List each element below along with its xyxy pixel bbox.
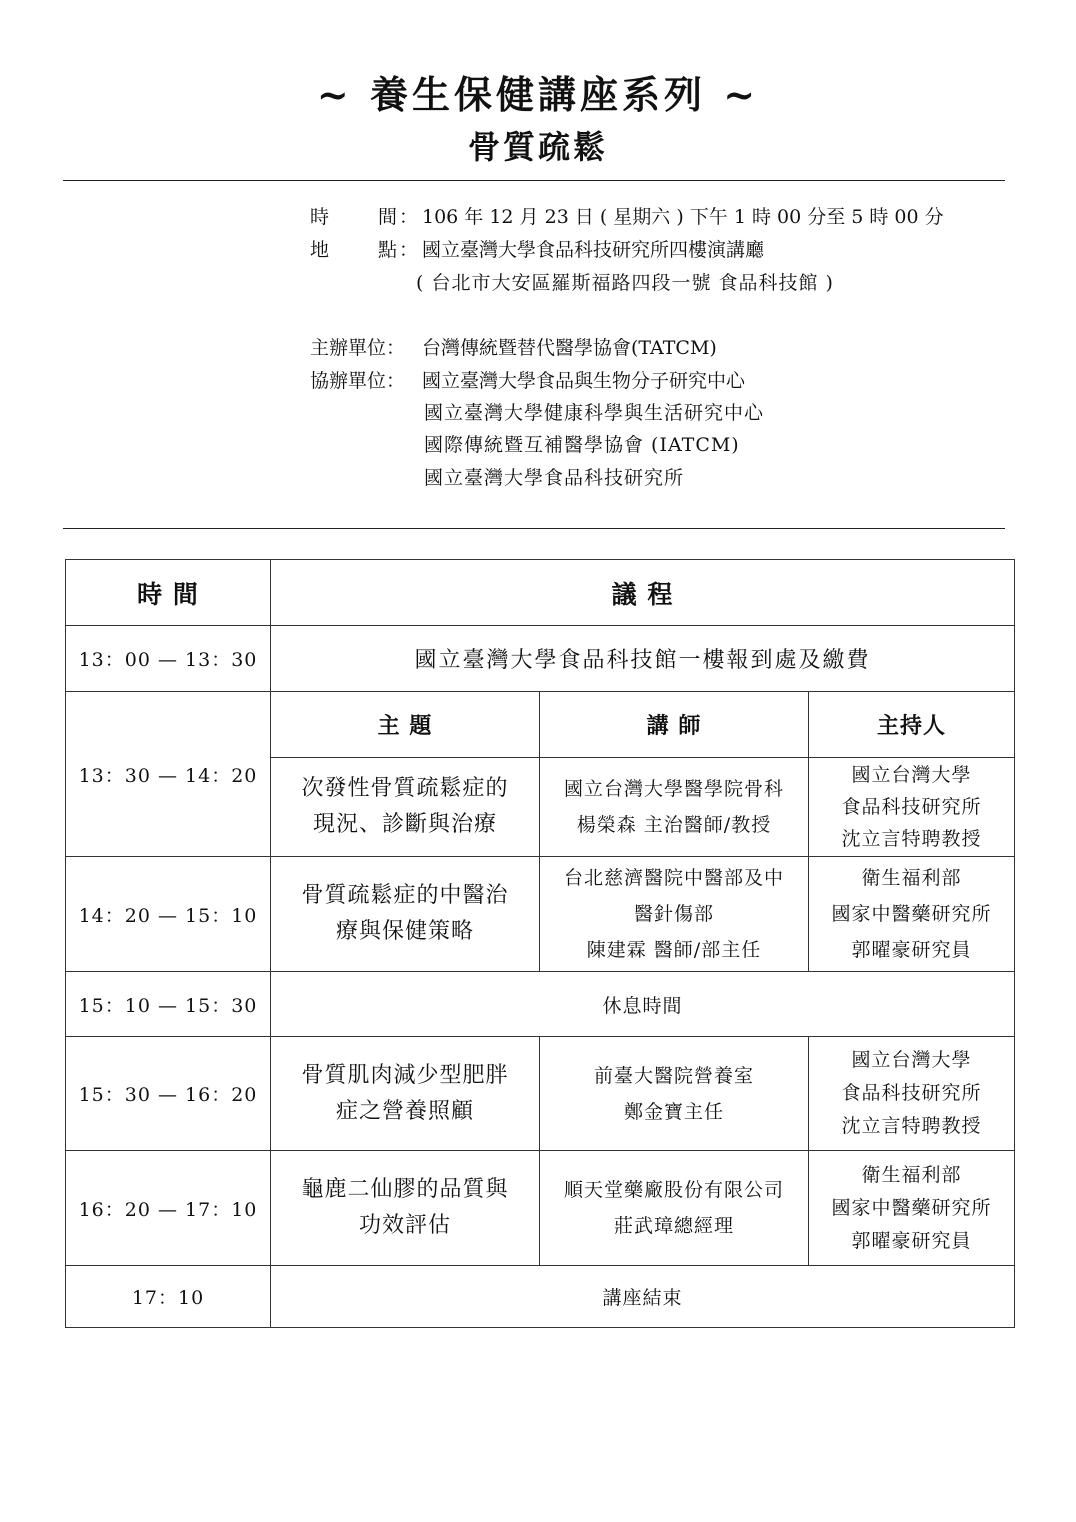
info-place-address: ( 台北市大安區羅斯福路四段一號 食品科技館 ) <box>416 272 834 294</box>
co-organizer-item: 國立臺灣大學食品科技研究所 <box>424 467 685 489</box>
row-host: 國立台灣大學 食品科技研究所 沈立言特聘教授 <box>809 758 1015 857</box>
info-time-label: 時 間： <box>310 206 421 228</box>
table-row <box>66 857 1015 972</box>
bottom-divider <box>63 528 1005 529</box>
subheader-host: 主持人 <box>809 692 1015 758</box>
row-agenda-merged: 國立臺灣大學食品科技館一樓報到處及繳費 <box>271 626 1015 692</box>
info-organizer-label: 主辦單位： <box>310 337 406 359</box>
row-time: 17：10 <box>66 1266 271 1328</box>
table-row <box>66 1151 1015 1266</box>
header-agenda: 議 程 <box>271 560 1015 626</box>
header-time: 時 間 <box>66 560 271 626</box>
info-place-value: 國立臺灣大學食品科技研究所四樓演講廳 <box>422 239 765 261</box>
row-host: 衛生福利部 國家中醫藥研究所 郭曜豪研究員 <box>809 1151 1015 1266</box>
row-topic: 骨質肌肉減少型肥胖 症之營養照顧 <box>271 1037 540 1151</box>
row-speaker: 台北慈濟醫院中醫部及中 醫針傷部 陳建霖 醫師/部主任 <box>540 857 809 972</box>
info-organizer-value: 台灣傳統暨替代醫學協會(TATCM) <box>422 337 717 359</box>
row-speaker: 順天堂藥廠股份有限公司 莊武璋總經理 <box>540 1151 809 1266</box>
row-time: 16：20 — 17：10 <box>66 1151 271 1266</box>
info-place-label: 地 點： <box>310 239 421 261</box>
row-topic: 龜鹿二仙膠的品質與 功效評估 <box>271 1151 540 1266</box>
row-agenda-merged: 休息時間 <box>271 972 1015 1037</box>
row-time: 15：10 — 15：30 <box>66 972 271 1037</box>
agenda-table <box>65 559 1015 1328</box>
info-co-organizer-label: 協辦單位： <box>310 370 406 392</box>
row-speaker: 前臺大醫院營養室 鄭金寶主任 <box>540 1037 809 1151</box>
page-subtitle: 骨質疏鬆 <box>467 128 608 166</box>
co-organizer-item: 國立臺灣大學食品與生物分子研究中心 <box>422 370 746 392</box>
row-speaker: 國立台灣大學醫學院骨科 楊榮森 主治醫師/教授 <box>540 758 809 857</box>
info-time-value: 106 年 12 月 23 日 ( 星期六 ) 下午 1 時 00 分至 5 時 00 分 <box>422 206 944 228</box>
table-row <box>66 1037 1015 1151</box>
co-organizer-item: 國立臺灣大學健康科學與生活研究中心 <box>424 402 765 424</box>
row-topic: 骨質疏鬆症的中醫治 療與保健策略 <box>271 857 540 972</box>
row-topic: 次發性骨質疏鬆症的 現況、診斷與治療 <box>271 758 540 857</box>
info-place-row <box>310 234 764 266</box>
table-row <box>66 972 1015 1037</box>
page-title: ~ 養生保健講座系列 ~ <box>316 72 760 117</box>
row-time: 13：30 — 14：20 <box>66 692 271 857</box>
info-organizer-row <box>310 332 717 364</box>
co-organizer-item: 國際傳統暨互補醫學協會 (IATCM) <box>424 434 740 456</box>
row-agenda-merged: 講座結束 <box>271 1266 1015 1328</box>
row-host: 衛生福利部 國家中醫藥研究所 郭曜豪研究員 <box>809 857 1015 972</box>
subheader-speaker: 講 師 <box>540 692 809 758</box>
row-time: 15：30 — 16：20 <box>66 1037 271 1151</box>
info-co-organizer-row <box>310 365 745 397</box>
info-time-row <box>310 201 944 233</box>
top-divider <box>63 180 1005 181</box>
table-row <box>66 626 1015 692</box>
row-host: 國立台灣大學 食品科技研究所 沈立言特聘教授 <box>809 1037 1015 1151</box>
table-header-row <box>66 560 1015 626</box>
subheader-topic: 主 題 <box>271 692 540 758</box>
table-row <box>66 1266 1015 1328</box>
table-row <box>66 692 1015 758</box>
row-time: 14：20 — 15：10 <box>66 857 271 972</box>
row-time: 13：00 — 13：30 <box>66 626 271 692</box>
